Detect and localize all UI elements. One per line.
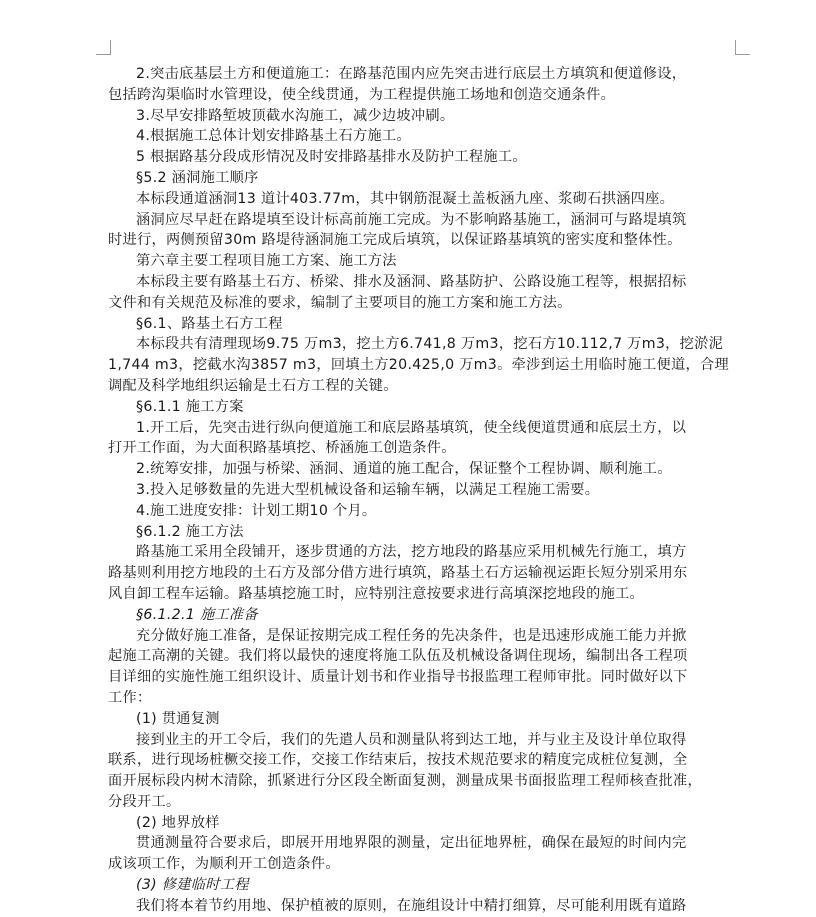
section-heading: §5.2 涵洞施工顺序	[136, 169, 259, 186]
paragraph-line: 3.尽早安排路堑坡顶截水沟施工，减少边坡冲刷。	[136, 107, 455, 124]
paragraph-line: 本标段共有清理现场9.75 万m3，挖土方6.741,8 万m3，挖石方10.112,7 万m3，挖淤泥	[136, 336, 724, 353]
paragraph-line: 包括跨沟渠临时水管理设，使全线贯通，为工程提供施工场地和创造交通条件。	[108, 86, 616, 103]
section-heading: §6.1.2.1 施工准备	[136, 606, 258, 623]
paragraph-line: 面开展标段内树木清除，抓紧进行分区段全断面复测，测量成果书面报监理工程师核查批准，	[108, 773, 702, 790]
paragraph-line: 2.统筹安排，加强与桥梁、涵洞、通道的施工配合，保证整个工程协调、顺利施工。	[136, 461, 672, 478]
subsection-heading: (2) 地界放样	[136, 814, 220, 831]
paragraph-line: 本标段通道涵洞13 道计403.77m，其中钢筋混凝土盖板涵九座、浆砌石拱涵四座。	[136, 190, 675, 207]
subsection-heading: (1) 贯通复测	[136, 710, 220, 727]
paragraph-line: 目详细的实施性施工组织设计、质量计划书和作业指导书报监理工程师审批。同时做好以下	[108, 669, 688, 686]
margin-corner-mark	[96, 40, 111, 55]
paragraph-line: 打开工作面，为大面积路基填挖、桥涵施工创造条件。	[108, 440, 456, 457]
margin-corner-mark	[735, 40, 750, 55]
paragraph-line: 我们将本着节约用地、保护植被的原则，在施组设计中精打细算，尽可能利用既有道路	[136, 897, 687, 914]
paragraph-line: 起施工高潮的关键。我们将以最快的速度将施工队伍及机械设备调住现场，编制出各工程项	[108, 648, 688, 665]
section-heading: §6.1.2 施工方法	[136, 523, 244, 540]
paragraph-line: 成该项工作，为顺利开工创造条件。	[108, 856, 340, 873]
section-heading: §6.1、路基土石方工程	[136, 315, 283, 332]
paragraph-line: 1,744 m3，挖截水沟3857 m3，回填土方20.425,0 万m3。牵涉到运土用临时施工便道，合理	[108, 357, 729, 374]
paragraph-line: 1.开工后，先突击进行纵向便道施工和底层路基填筑，使全线便道贯通和底层土方，以	[136, 419, 687, 436]
paragraph-line: 贯通测量符合要求后，即展开用地界限的测量，定出征地界桩，确保在最短的时间内完	[136, 835, 687, 852]
subsection-heading: (3) 修建临时工程	[136, 877, 249, 894]
section-heading: §6.1.1 施工方案	[136, 398, 244, 415]
paragraph-line: 路基施工采用全段铺开，逐步贯通的方法，挖方地段的路基应采用机械先行施工，填方	[136, 544, 687, 561]
paragraph-line: 风自卸工程车运输。路基填挖施工时，应特别注意按要求进行高填深挖地段的施工。	[108, 585, 645, 602]
paragraph-line: 本标段主要有路基土石方、桥梁、排水及涵洞、路基防护、公路设施工程等，根据招标	[136, 273, 687, 290]
paragraph-line: 时进行，两侧预留30m 路堤待涵洞施工完成后填筑，以保证路基填筑的密实度和整体性。	[108, 232, 682, 249]
paragraph-line: 文件和有关规范及标准的要求，编制了主要项目的施工方案和施工方法。	[108, 294, 572, 311]
paragraph-line: 路基则利用挖方地段的土石方及部分借方进行填筑，路基土石方运输视运距长短分别采用东	[108, 565, 688, 582]
paragraph-line: 4.根据施工总体计划安排路基土石方施工。	[136, 128, 411, 145]
chapter-heading: 第六章主要工程项目施工方案、施工方法	[136, 253, 397, 270]
paragraph-line: 4.施工进度安排：计划工期10 个月。	[136, 502, 377, 519]
paragraph-line: 涵洞应尽早赶在路堤填至设计标高前施工完成。为不影响路基施工，涵洞可与路堤填筑	[136, 211, 687, 228]
paragraph-line: 工作：	[108, 689, 152, 706]
paragraph-line: 5 根据路基分段成形情况及时安排路基排水及防护工程施工。	[136, 149, 527, 166]
paragraph-line: 调配及科学地组织运输是土石方工程的关键。	[108, 377, 398, 394]
paragraph-line: 2.突击底基层土方和便道施工：在路基范围内应先突击进行底层土方填筑和便道修设，	[136, 66, 687, 82]
paragraph-line: 联系，进行现场桩橛交接工作，交接工作结束后，按技术规范要求的精度完成桩位复测，全	[108, 752, 688, 769]
paragraph-line: 3.投入足够数量的先进大型机械设备和运输车辆，以满足工程施工需要。	[136, 481, 600, 498]
paragraph-line: 接到业主的开工令后，我们的先遣人员和测量队将到达工地，并与业主及设计单位取得	[136, 731, 687, 748]
paragraph-line: 分段开工。	[108, 793, 181, 810]
paragraph-line: 充分做好施工准备，是保证按期完成工程任务的先决条件，也是迅速形成施工能力并掀	[136, 627, 687, 644]
document-body	[108, 64, 748, 917]
